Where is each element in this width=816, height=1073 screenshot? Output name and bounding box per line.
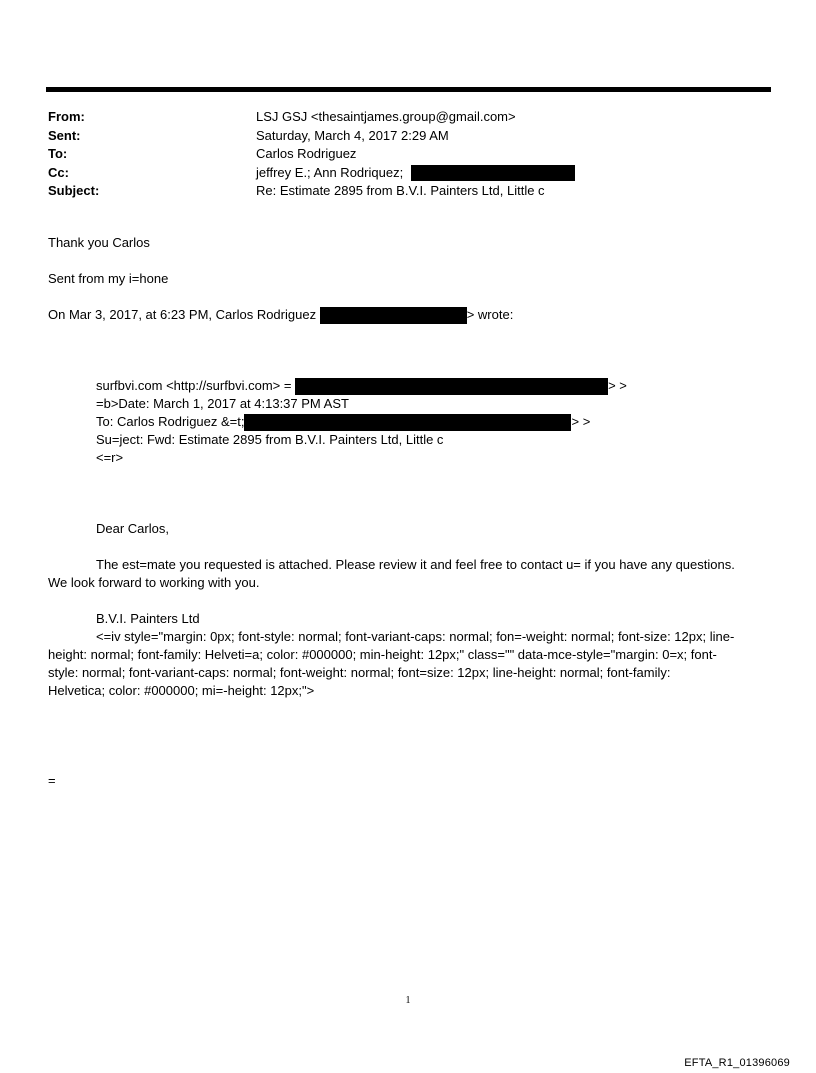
cc-value-text: jeffrey E.; Ann Rodriquez;: [256, 164, 404, 180]
forward-line-5: <=r>: [96, 450, 124, 465]
quote-intro-suffix: > wrote:: [466, 307, 514, 322]
from-value: LSJ GSJ <thesaintjames.group@gmail.com>: [256, 109, 516, 124]
to-row: [48, 145, 575, 164]
quote-intro-line: [48, 306, 513, 324]
sent-label: Sent:: [48, 127, 81, 143]
redaction-box: [244, 414, 571, 431]
forward-line-3-suffix: > >: [571, 414, 591, 429]
code-line-1: <=iv style="margin: 0px; font-style: normal; font-variant-caps: normal; fon=-weight: normal; font-size: 12px; line-: [96, 629, 735, 644]
code-line-3: style: normal; font-variant-caps: normal; font-weight: normal; font=size: 12px; line-height: normal; font-family:: [48, 665, 671, 680]
forward-line-3-prefix: To: Carlos Rodriguez &=t;: [96, 414, 245, 429]
sent-from-line: Sent from my i=hone: [48, 271, 169, 286]
to-label: To:: [48, 146, 68, 161]
subject-row: [48, 182, 575, 201]
from-row: [48, 108, 575, 127]
page-number: 1: [405, 995, 411, 1006]
sent-value: Saturday, March 4, 2017 2:29 AM: [256, 127, 449, 143]
forward-line-1-prefix: surfbvi.com <http://surfbvi.com> =: [96, 378, 292, 393]
redaction-box: [320, 307, 467, 324]
forward-line-1-suffix: > >: [608, 378, 627, 393]
company-name: B.V.I. Painters Ltd: [96, 611, 200, 626]
code-line-4: Helvetica; color: #000000; mi=-height: 12px;">: [48, 683, 315, 698]
redaction-box: [295, 378, 608, 395]
bates-number: EFTA_R1_01396069: [684, 1057, 790, 1069]
subject-label: Subject:: [48, 183, 100, 198]
header-rule: [46, 87, 771, 92]
forward-line-4: Su=ject: Fwd: Estimate 2895 from B.V.I. Painters Ltd, Little c: [96, 432, 444, 447]
email-header: [48, 108, 575, 201]
quote-intro-prefix: On Mar 3, 2017, at 6:23 PM, Carlos Rodriguez: [48, 307, 317, 322]
paragraph-line-1: The est=mate you requested is attached. Please review it and feel free to contact u= if you have any questions.: [96, 557, 735, 572]
paragraph-line-2: We look forward to working with you.: [48, 575, 260, 590]
code-line-2: height: normal; font-family: Helveti=a; color: #000000; min-height: 12px;" class="" data-mce-style="margin: 0=x; font-: [48, 647, 717, 662]
cc-value: [256, 164, 575, 183]
cc-row: [48, 164, 575, 183]
trailing-equals: =: [48, 773, 56, 788]
forward-line-2: =b>Date: March 1, 2017 at 4:13:37 PM AST: [96, 396, 349, 411]
sent-row: [48, 127, 575, 146]
greeting: Dear Carlos,: [96, 521, 169, 536]
forward-line-3: [96, 413, 590, 431]
to-value: Carlos Rodriguez: [256, 146, 357, 161]
subject-value: Re: Estimate 2895 from B.V.I. Painters Ltd, Little c: [256, 183, 545, 198]
forward-line-1: [96, 377, 627, 395]
cc-label: Cc:: [48, 164, 69, 180]
thanks-line: Thank you Carlos: [48, 235, 150, 250]
redaction-box: [411, 165, 575, 181]
from-label: From:: [48, 109, 85, 124]
